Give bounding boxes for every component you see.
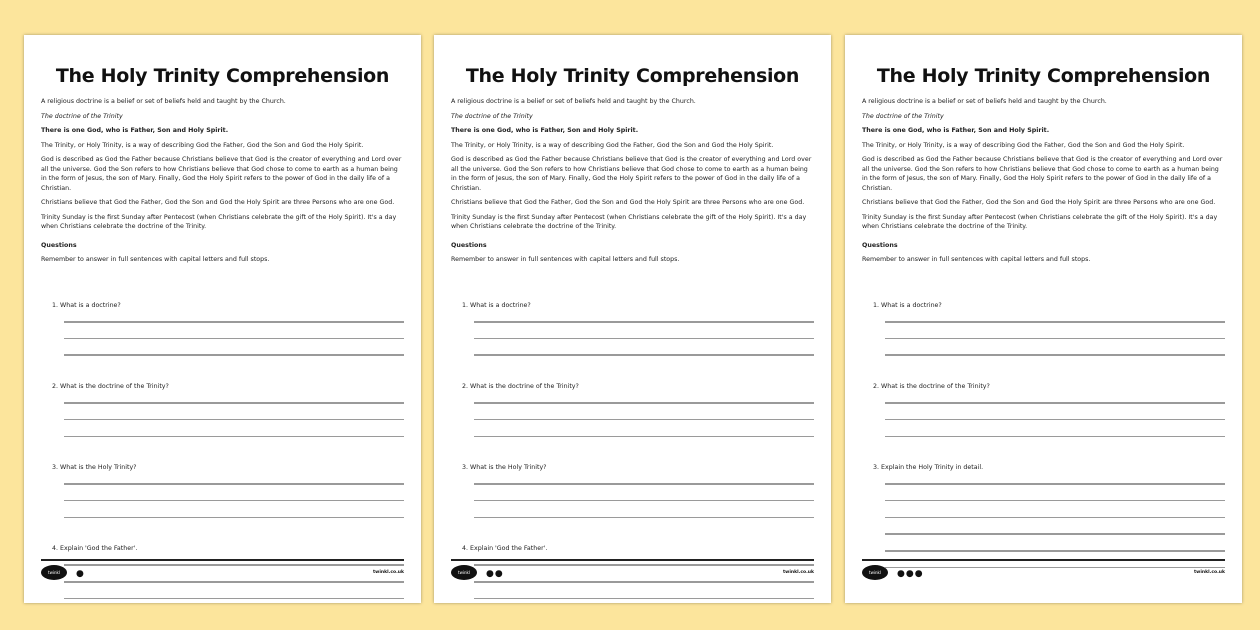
answer-line[interactable] — [885, 517, 1225, 519]
answer-line[interactable] — [885, 321, 1225, 323]
instruction: Remember to answer in full sentences with capital letters and full stops. — [451, 256, 680, 263]
answer-line[interactable] — [474, 338, 814, 340]
paragraph: The Trinity, or Holy Trinity, is a way of describing God the Father, God the Son and God the Holy Spirit. — [862, 141, 1185, 149]
worksheet-page — [845, 35, 1242, 603]
intro-text: A religious doctrine is a belief or set of beliefs held and taught by the Church. — [862, 98, 1107, 105]
answer-line[interactable] — [64, 517, 404, 519]
worksheet-title: The Holy Trinity Comprehension — [55, 65, 390, 87]
worksheet-title: The Holy Trinity Comprehension — [465, 65, 800, 87]
passage — [41, 97, 404, 270]
answer-line[interactable] — [885, 338, 1225, 340]
footer-rule — [862, 559, 1225, 561]
key-statement: There is one God, who is Father, Son and Holy Spirit. — [862, 127, 1050, 134]
key-statement: There is one God, who is Father, Son and Holy Spirit. — [451, 127, 639, 134]
answer-line[interactable] — [474, 419, 814, 421]
answer-line[interactable] — [474, 598, 814, 600]
paragraph: The Trinity, or Holy Trinity, is a way of describing God the Father, God the Son and God the Holy Spirit. — [41, 141, 364, 149]
footer-rule — [41, 559, 404, 561]
instruction: Remember to answer in full sentences with capital letters and full stops. — [862, 256, 1091, 263]
paragraph: Trinity Sunday is the first Sunday after Pentecost (when Christians celebrate the gift of the Holy Spirit). It's a day when Christians celebrate the doctrine of the Trinity. — [862, 213, 1218, 230]
question: 2. What is the doctrine of the Trinity? — [462, 383, 579, 391]
answer-line[interactable] — [64, 402, 404, 404]
answer-line[interactable] — [885, 500, 1225, 502]
paragraph: Christians believe that God the Father, God the Son and God the Holy Spirit are three Persons who are one God. — [41, 199, 395, 206]
twinkl-logo: twinkl — [41, 565, 67, 580]
page-number-dots: ● — [76, 569, 85, 579]
questions-heading: Questions — [451, 241, 487, 249]
answer-line[interactable] — [64, 483, 404, 485]
paragraph: Christians believe that God the Father, God the Son and God the Holy Spirit are three Persons who are one God. — [451, 199, 805, 206]
answer-line[interactable] — [64, 500, 404, 502]
answer-line[interactable] — [64, 338, 404, 340]
answer-line[interactable] — [474, 517, 814, 519]
answer-line[interactable] — [474, 402, 814, 404]
question: 4. Explain 'God the Father'. — [52, 545, 138, 553]
answer-line[interactable] — [885, 550, 1225, 552]
worksheet-page — [434, 35, 831, 603]
paragraph: God is described as God the Father because Christians believe that God is the creator of everything and Lord over all the universe. God the Son refers to how Christians believe that God chose to come to earth as a human being in the form of Jesus, the son of Mary. Finally, God the Holy Spirit refers to the power of God in the daily life of a Christian. — [451, 156, 812, 192]
answer-line[interactable] — [885, 567, 1225, 569]
answer-line[interactable] — [885, 419, 1225, 421]
question: 3. What is the Holy Trinity? — [462, 464, 547, 472]
answer-line[interactable] — [474, 483, 814, 485]
answer-line[interactable] — [474, 500, 814, 502]
paragraph: God is described as God the Father because Christians believe that God is the creator of everything and Lord over all the universe. God the Son refers to how Christians believe that God chose to come to earth as a human being in the form of Jesus, the son of Mary. Finally, God the Holy Spirit refers to the power of God in the daily life of a Christian. — [41, 156, 402, 192]
answer-line[interactable] — [64, 321, 404, 323]
paragraph: Christians believe that God the Father, God the Son and God the Holy Spirit are three Persons who are one God. — [862, 199, 1216, 206]
question: 1. What is a doctrine? — [462, 302, 531, 309]
question: 3. What is the Holy Trinity? — [52, 464, 137, 472]
instruction: Remember to answer in full sentences with capital letters and full stops. — [41, 256, 270, 263]
website-link: twinkl.co.uk — [1194, 570, 1225, 575]
twinkl-logo: twinkl — [862, 565, 888, 580]
answer-line[interactable] — [885, 436, 1225, 438]
answer-line[interactable] — [64, 436, 404, 438]
website-link: twinkl.co.uk — [373, 570, 404, 575]
page-number-dots: ●● — [486, 569, 504, 579]
answer-line[interactable] — [885, 402, 1225, 404]
intro-text: A religious doctrine is a belief or set of beliefs held and taught by the Church. — [41, 98, 286, 105]
paragraph: Trinity Sunday is the first Sunday after Pentecost (when Christians celebrate the gift of the Holy Spirit). It's a day when Christians celebrate the doctrine of the Trinity. — [41, 213, 397, 230]
subheading: The doctrine of the Trinity — [862, 112, 944, 120]
worksheet-page — [24, 35, 421, 603]
answer-line[interactable] — [64, 598, 404, 600]
subheading: The doctrine of the Trinity — [41, 112, 123, 120]
footer-rule — [451, 559, 814, 561]
passage — [862, 97, 1225, 270]
answer-line[interactable] — [474, 581, 814, 583]
paragraph: The Trinity, or Holy Trinity, is a way of describing God the Father, God the Son and God the Holy Spirit. — [451, 141, 774, 149]
answer-line[interactable] — [885, 483, 1225, 485]
question: 1. What is a doctrine? — [52, 302, 121, 309]
website-link: twinkl.co.uk — [783, 570, 814, 575]
answer-line[interactable] — [885, 533, 1225, 535]
subheading: The doctrine of the Trinity — [451, 112, 533, 120]
question: 2. What is the doctrine of the Trinity? — [873, 383, 990, 391]
key-statement: There is one God, who is Father, Son and Holy Spirit. — [41, 127, 229, 134]
answer-line[interactable] — [64, 419, 404, 421]
answer-line[interactable] — [474, 436, 814, 438]
answer-line[interactable] — [474, 321, 814, 323]
question: 3. Explain the Holy Trinity in detail. — [873, 464, 984, 472]
questions-heading: Questions — [862, 241, 898, 249]
twinkl-logo: twinkl — [451, 565, 477, 580]
question: 2. What is the doctrine of the Trinity? — [52, 383, 169, 391]
paragraph: Trinity Sunday is the first Sunday after Pentecost (when Christians celebrate the gift of the Holy Spirit). It's a day when Christians celebrate the doctrine of the Trinity. — [451, 213, 807, 230]
answer-line[interactable] — [885, 354, 1225, 356]
worksheet-title: The Holy Trinity Comprehension — [876, 65, 1211, 87]
answer-line[interactable] — [64, 581, 404, 583]
answer-line[interactable] — [474, 564, 814, 566]
page-number-dots: ●●● — [897, 569, 924, 579]
answer-line[interactable] — [64, 354, 404, 356]
paragraph: God is described as God the Father because Christians believe that God is the creator of everything and Lord over all the universe. God the Son refers to how Christians believe that God chose to come to earth as a human being in the form of Jesus, the son of Mary. Finally, God the Holy Spirit refers to the power of God in the daily life of a Christian. — [862, 156, 1223, 192]
question: 4. Explain 'God the Father'. — [462, 545, 548, 553]
intro-text: A religious doctrine is a belief or set of beliefs held and taught by the Church. — [451, 98, 696, 105]
questions-heading: Questions — [41, 241, 77, 249]
answer-line[interactable] — [474, 354, 814, 356]
question: 1. What is a doctrine? — [873, 302, 942, 309]
passage — [451, 97, 814, 270]
answer-line[interactable] — [64, 564, 404, 566]
